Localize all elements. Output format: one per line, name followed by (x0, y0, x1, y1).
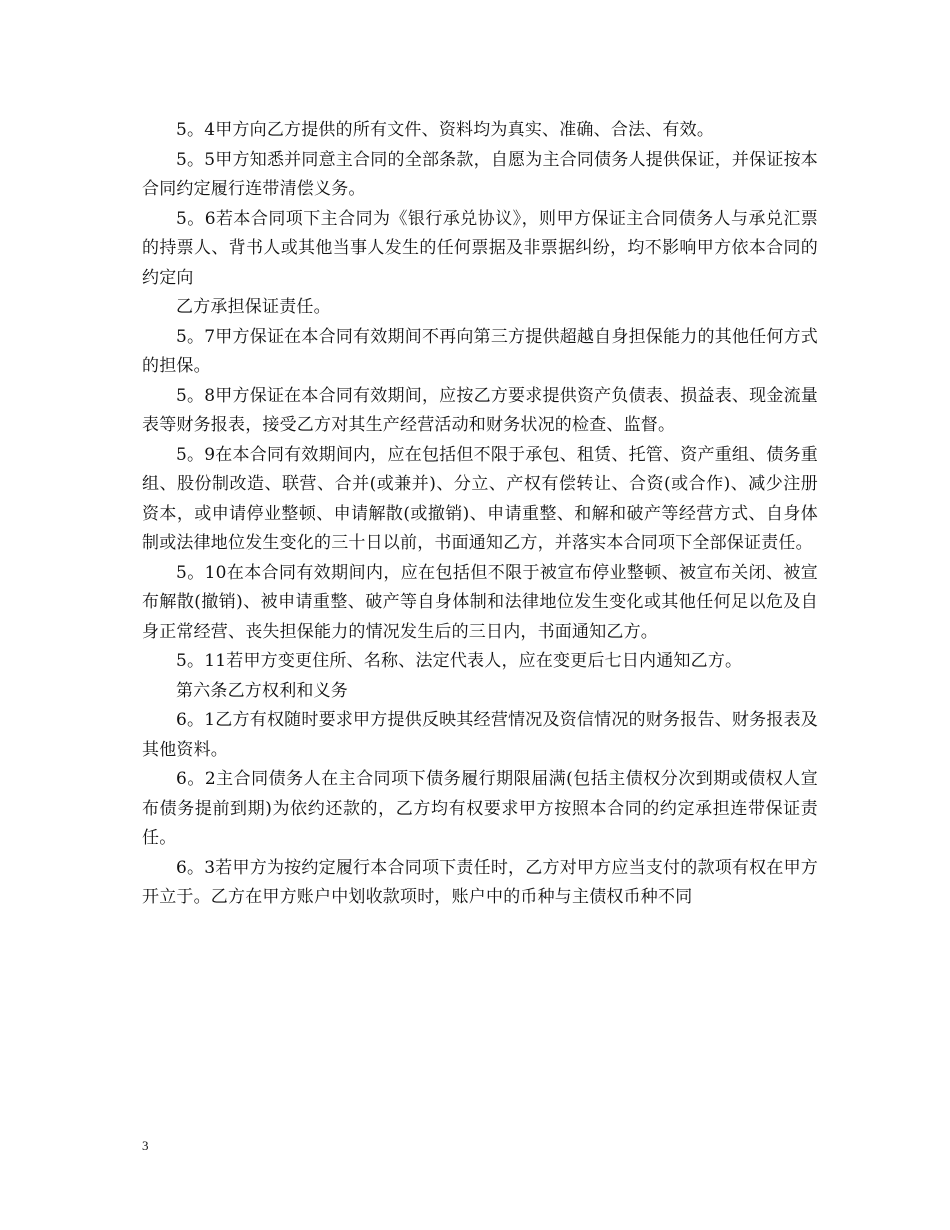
clause-5-8: 5。8甲方保证在本合同有效期间，应按乙方要求提供资产负债表、损益表、现金流量表等财务报表，接受乙方对其生产经营活动和财务状况的检查、监督。 (142, 385, 818, 435)
contract-body (142, 116, 818, 913)
clause-5-7: 5。7甲方保证在本合同有效期间不再向第三方提供超越自身担保能力的其他任何方式的担保。 (142, 326, 818, 376)
clause-5-4: 5。4甲方向乙方提供的所有文件、资料均为真实、准确、合法、有效。 (176, 120, 715, 140)
article-6-heading: 第六条乙方权利和义务 (176, 680, 348, 701)
clause-5-6-continued: 乙方承担保证责任。 (176, 297, 331, 317)
clause-5-9: 5。9在本合同有效期间内，应在包括但不限于承包、租赁、托管、资产重组、债务重组、股份制改造、联营、合并(或兼并)、分立、产权有偿转让、合资(或合作)、减少注册资本，或申请停业整顿、申请解散(或撤销)、申请重整、和解和破产等经营方式、自身体制或法律地位发生变化的三十日以前，书面通知乙方，并落实本合同项下全部保证责任。 (142, 444, 818, 553)
page-number: 3 (142, 1138, 149, 1153)
clause-6-2: 6。2主合同债务人在主合同项下债务履行期限届满(包括主债权分次到期或债权人宣布债务提前到期)为依约还款的，乙方均有权要求甲方按照本合同的约定承担连带保证责任。 (142, 769, 818, 848)
clause-5-5: 5。5甲方知悉并同意主合同的全部条款，自愿为主合同债务人提供保证，并保证按本合同约定履行连带清偿义务。 (142, 149, 818, 199)
clause-5-11: 5。11若甲方变更住所、名称、法定代表人，应在变更后七日内通知乙方。 (176, 651, 743, 671)
clause-6-3: 6。3若甲方为按约定履行本合同项下责任时，乙方对甲方应当支付的款项有权在甲方开立于。乙方在甲方账户中划收款项时，账户中的币种与主债权币种不同 (142, 857, 818, 907)
clause-5-10: 5。10在本合同有效期间内，应在包括但不限于被宣布停业整顿、被宣布关闭、被宣布解散(撤销)、被申请重整、破产等自身体制和法律地位发生变化或其他任何足以危及自身正常经营、丧失担保能力的情况发生后的三日内，书面通知乙方。 (142, 562, 818, 642)
clause-5-6: 5。6若本合同项下主合同为《银行承兑协议》，则甲方保证主合同债务人与承兑汇票的持票人、背书人或其他当事人发生的任何票据及非票据纠纷，均不影响甲方依本合同的约定向 (142, 208, 818, 288)
clause-6-1: 6。1乙方有权随时要求甲方提供反映其经营情况及资信情况的财务报告、财务报表及其他资料。 (142, 710, 818, 760)
